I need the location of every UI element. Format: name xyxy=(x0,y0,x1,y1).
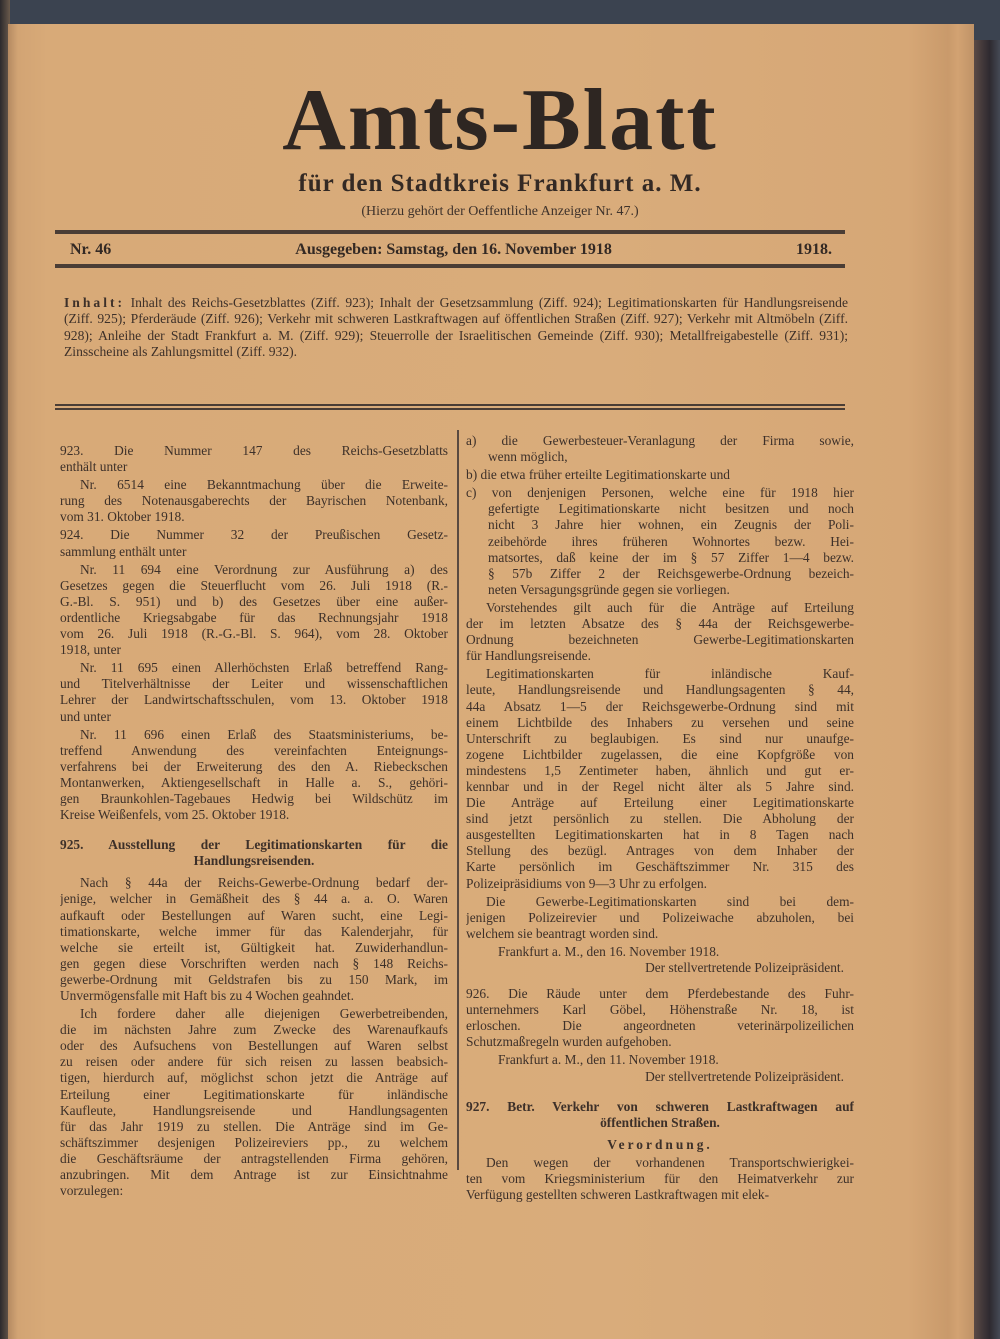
text-line: c) von denjenigen Personen, welche eine für 1918 hier xyxy=(466,485,854,501)
text-line: Der stellvertretende Polizeipräsident. xyxy=(645,960,844,975)
text-block xyxy=(466,944,854,976)
left-column xyxy=(60,433,448,1201)
text-line: Erteilung einer Legitimationskarte für inländische xyxy=(60,1086,448,1102)
text-line: zogene Lichtbilder zugelassen, die eine Kopfgröße von xyxy=(466,746,854,762)
text-line: 1918, unter xyxy=(60,642,121,658)
text-line: ten vom Kriegsministerium für den Heimatverkehr zur xyxy=(466,1171,854,1187)
text-block xyxy=(466,666,854,891)
text-line: Ordnung bezeichneten Gewerbe-Legitimationskarten xyxy=(466,632,854,648)
masthead-subtitle: für den Stadtkreis Frankfurt a. M. xyxy=(298,170,702,197)
text-line: enthält unter xyxy=(60,459,128,475)
text-block xyxy=(60,727,448,824)
text-line: Die Anträge auf Erteilung einer Legitimationskarte xyxy=(466,795,854,811)
text-block xyxy=(466,600,854,664)
text-line: sind jetzt persönlich zu stellen. Die Abholung der xyxy=(466,811,854,827)
text-block xyxy=(60,837,448,869)
text-block xyxy=(466,986,854,1050)
text-line: der im letzten Absatze des § 44a der Reichsgewerbe- xyxy=(466,616,854,632)
right-column xyxy=(466,433,854,1205)
text-line: b) die etwa früher erteilte Legitimationskarte und xyxy=(466,467,730,483)
text-line: a) die Gewerbesteuer-Veranlagung der Firma sowie, xyxy=(466,433,854,448)
text-line: Kaufleute, Handlungsreisende und Handlungsagenten xyxy=(60,1102,448,1118)
text-line: wenn möglich, xyxy=(488,449,568,465)
supplement-note: (Hierzu gehört der Oeffentliche Anzeiger Nr. 47.) xyxy=(361,204,639,219)
text-line: schäftszimmer desjenigen Polizeireviers pp., zu welchem xyxy=(60,1134,448,1150)
text-line: 925. Ausstellung der Legitimationskarten für die xyxy=(60,837,448,853)
text-line: 924. Die Nummer 32 der Preußischen Gesetz- xyxy=(60,527,448,543)
text-line: 926. Die Räude unter dem Pferdebestande des Fuhr- xyxy=(466,986,854,1002)
text-block xyxy=(466,467,854,483)
text-line: leute, Handlungsreisende und Handlungsagenten § 44, xyxy=(466,682,854,698)
divider-rule xyxy=(55,408,845,410)
text-line: Nr. 11 694 eine Verordnung zur Ausführung a) des xyxy=(80,561,448,577)
divider-rule xyxy=(55,404,845,406)
text-line: vorzulegen: xyxy=(60,1183,124,1199)
text-line: Verfügung gestellten schweren Lastkraftwagen mit elek- xyxy=(466,1187,770,1203)
text-line: die Geschäftsräume der antragstellenden Firma gehören, xyxy=(60,1150,448,1166)
contents-text: Inhalt des Reichs-Gesetzblattes (Ziff. 923); Inhalt der Gesetzsammlung (Ziff. 924); Legitimationskarten für Handlungsreisende (Ziff. 925); Pferderäude (Ziff. 926); Verkehr mit schweren Lastkraftwagen auf öffentlichen Straßen (Ziff. 927); Verkehr mit Altmöbeln (Ziff. 928); Anleihe der Stadt Frankfurt a. M. (Ziff. 929); Steuerrolle der Israelitischen Gemeinde (Ziff. 930); Metallfreigabestelle (Ziff. 931); Zinsscheine als Zahlungsmittel (Ziff. 932). xyxy=(64,295,848,360)
text-line: Kreise Weißenfels, vom 25. Oktober 1918. xyxy=(60,807,290,823)
text-line: verfahrens bei der Erweiterung des den A. Riebeckschen xyxy=(60,758,448,774)
text-line: zu reisen oder andere für sich reisen zu lassen beabsich- xyxy=(60,1054,448,1070)
text-line: Handlungsreisenden. xyxy=(193,853,315,869)
text-block xyxy=(60,660,448,724)
text-block xyxy=(60,443,448,475)
text-line: mindestens 1,5 Zentimeter haben, ähnlich und gut er- xyxy=(466,762,854,778)
text-line: erloschen. Die angeordneten veterinärpolizeilichen xyxy=(466,1018,854,1034)
text-line: Nach § 44a der Reichs-Gewerbe-Ordnung bedarf der- xyxy=(80,875,448,891)
text-line: kennbar und in der Regel nicht älter als 5 Jahre sind. xyxy=(466,778,854,794)
text-line: gen Braunkohlen-Tagebaues Hedwig bei Wildschütz im xyxy=(60,790,448,806)
text-line: öffentlichen Straßen. xyxy=(600,1114,720,1130)
text-block xyxy=(466,433,854,465)
text-block xyxy=(466,1137,854,1153)
table-of-contents xyxy=(64,295,848,361)
divider-rule xyxy=(55,264,845,268)
text-line: 44a Absatz 1—5 der Reichsgewerbe-Ordnung sind mit xyxy=(466,698,854,714)
text-line: gewerbe-Ordnung mit Geldstrafen bis zu 150 Mark, im xyxy=(60,971,448,987)
text-line: § 57b Ziffer 2 der Reichsgewerbe-Ordnung bezeich- xyxy=(488,565,854,581)
text-line: und unter xyxy=(60,708,111,724)
divider-rule xyxy=(55,230,845,234)
text-line: einem Lichtbilde des Inhabers zu versehen und seine xyxy=(466,714,854,730)
text-line: treffend Anwendung des vereinfachten Enteignungs- xyxy=(60,742,448,758)
text-line: und Titelverhältnisse der Leiter und wissenschaftlichen xyxy=(60,676,448,692)
text-line: G.-Bl. S. 951) und b) des Gesetzes über eine außer- xyxy=(60,593,448,609)
text-line: Polizeipräsidiums von 9—3 Uhr zu erfolgen. xyxy=(466,875,707,891)
text-line: welchem sie beantragt worden sind. xyxy=(466,925,659,941)
issue-year: 1918. xyxy=(796,241,832,258)
text-line: timationskarte, welche immer für das Kalenderjahr, für xyxy=(60,923,448,939)
text-line: tigen, hierdurch auf, möglichst schon jetzt die Anträge auf xyxy=(60,1070,448,1086)
text-line: rung des Notenausgaberechts der Bayrischen Notenbank, xyxy=(60,493,448,509)
text-line: anzubringen. Mit dem Antrage ist zur Einsichtnahme xyxy=(60,1167,448,1183)
text-line: für Handlungsreisende. xyxy=(466,648,591,664)
text-line: Die Gewerbe-Legitimationskarten sind bei dem- xyxy=(486,893,854,909)
text-block xyxy=(466,1155,854,1203)
text-line: vom 31. Oktober 1918. xyxy=(60,509,185,525)
text-line: Nr. 6514 eine Bekanntmachung über die Erweite- xyxy=(80,477,448,493)
text-line: Karte persönlich im Geschäftszimmer Nr. 315 des xyxy=(466,859,854,875)
text-block xyxy=(466,1052,854,1084)
text-line: jenige, welcher in Gemäßheit des § 44 a. a. O. Waren xyxy=(60,891,448,907)
text-line: neten Versagungsgründe gegen sie vorliegen. xyxy=(488,581,730,597)
text-line: Unterschrift zu beglaubigen. Es sind nur unaufge- xyxy=(466,730,854,746)
text-line: oder des Aufsuchens von Bestellungen auf Waren selbst xyxy=(60,1038,448,1054)
issue-row xyxy=(70,240,832,260)
issue-number: Nr. 46 xyxy=(70,241,112,258)
text-line: Nr. 11 695 einen Allerhöchsten Erlaß betreffend Rang- xyxy=(80,660,448,676)
text-line: sammlung enthält unter xyxy=(60,543,187,559)
text-line: Stellung des bezügl. Antrages von dem Inhaber der xyxy=(466,843,854,859)
text-line: matsortes, daß keine der im § 57 Ziffer 1—4 bezw. xyxy=(488,549,854,565)
text-line: Lehrer der Landwirtschaftsschulen, vom 13. Oktober 1918 xyxy=(60,692,448,708)
text-line: die im nächsten Jahre zum Zwecke des Warenaufkaufs xyxy=(60,1022,448,1038)
issue-date: Ausgegeben: Samstag, den 16. November 1918 xyxy=(295,241,612,258)
text-block xyxy=(466,1099,854,1131)
text-line: 923. Die Nummer 147 des Reichs-Gesetzblatts xyxy=(60,443,448,458)
text-line: Unvermögensfalle mit Haft bis zu 4 Wochen geahndet. xyxy=(60,988,354,1003)
text-line: nicht 3 Jahre hier wohnen, ein Zeugnis der Poli- xyxy=(488,517,854,533)
text-line: vom 26. Juli 1918 (R.-G.-Bl. S. 964), vom 28. Oktober xyxy=(60,626,448,642)
text-line: Schutzmaßregeln wurden aufgehoben. xyxy=(466,1034,672,1050)
text-line: Nr. 11 696 einen Erlaß des Staatsministeriums, be- xyxy=(80,726,448,742)
text-line: Ich fordere daher alle diejenigen Gewerbetreibenden, xyxy=(80,1006,448,1022)
text-line: Den wegen der vorhandenen Transportschwierigkei- xyxy=(486,1154,854,1170)
text-line: aufkauft oder Bestellungen auf Waren sucht, eine Legi- xyxy=(60,907,448,923)
text-block xyxy=(60,562,448,659)
text-line: Vorstehendes gilt auch für die Anträge auf Erteilung xyxy=(486,599,854,615)
page-stack-edge xyxy=(974,40,1000,1339)
column-divider xyxy=(457,430,459,1170)
text-line: gen gegen diese Vorschriften werden nach § 148 Reichs- xyxy=(60,955,448,971)
text-line: Montanwerken, Aktiengesellschaft in Halle a. S., gehöri- xyxy=(60,774,448,790)
text-line: Der stellvertretende Polizeipräsident. xyxy=(645,1068,844,1084)
text-line: Legitimationskarten für inländische Kauf- xyxy=(486,666,854,682)
text-block xyxy=(466,894,854,942)
text-line: ausgestellten Legitimationskarten hat in 8 Tagen nach xyxy=(466,827,854,843)
text-line: gefertigte Legitimationskarte nicht besitzen und noch xyxy=(488,501,854,517)
contents-lead: Inhalt: xyxy=(64,295,126,310)
text-block xyxy=(60,1006,448,1199)
text-line: jenigen Polizeirevier und Polizeiwache abzuholen, bei xyxy=(466,909,854,925)
text-block xyxy=(60,875,448,1004)
text-line: Frankfurt a. M., den 16. November 1918. xyxy=(498,943,720,959)
text-line: 927. Betr. Verkehr von schweren Lastkraftwagen auf xyxy=(466,1098,854,1114)
text-line: Gesetzes gegen die Steuerflucht vom 26. Juli 1918 (R.- xyxy=(60,577,448,593)
text-line: ordentliche Kriegsabgabe für das Rechnungsjahr 1918 xyxy=(60,609,448,625)
text-block xyxy=(60,477,448,525)
text-line: zeibehörde ihres früheren Wohnortes bezw. Hei- xyxy=(488,533,854,549)
masthead-title: Amts-Blatt xyxy=(282,76,718,166)
text-line: Frankfurt a. M., den 11. November 1918. xyxy=(498,1052,719,1068)
text-block xyxy=(60,527,448,559)
text-line: für das Jahr 1919 zu stellen. Die Anträge sind im Ge- xyxy=(60,1118,448,1134)
text-line: Verordnung. xyxy=(607,1136,713,1152)
text-block xyxy=(466,485,854,598)
text-line: unternehmers Karl Göbel, Höhenstraße Nr. 18, ist xyxy=(466,1002,854,1018)
text-line: welche sie erteilt ist, Gültigkeit hat. Zuwiderhandlun- xyxy=(60,939,448,955)
